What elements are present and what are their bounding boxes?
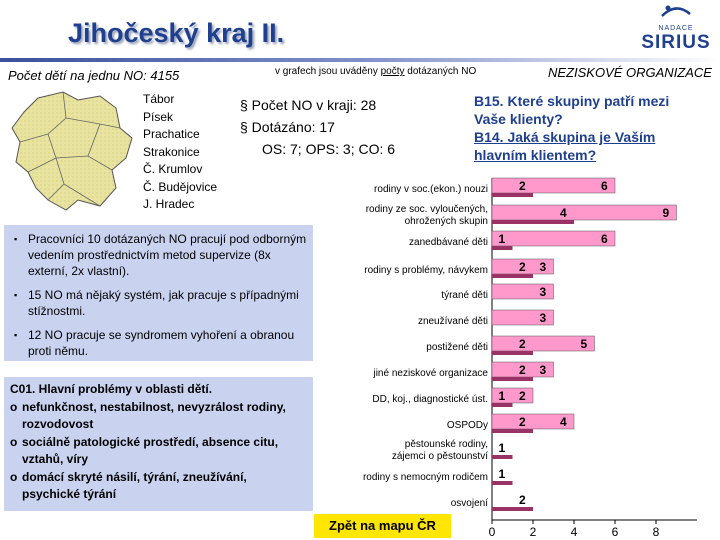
info-point: ▪ Pracovníci 10 dotázaných NO pracují pod odborným vedením prostřednictvím metod supervize (8x externí, 2x vlastní). (10, 231, 307, 279)
main-client-bar (492, 336, 595, 351)
logo-top-text: NADACE (658, 25, 694, 32)
problem-item: o nefunkčnost, nestabilnost, nevyzrálost rodiny, rozvodovost (10, 399, 307, 434)
client-bar (492, 403, 513, 407)
client-bar (492, 507, 533, 511)
note-underlined: počty (380, 66, 405, 77)
info-point: ▪ 15 NO má nějaký systém, jak pracuje s případnými stížnostmi. (10, 287, 307, 319)
client-value-label: 1 (498, 389, 506, 403)
district-item: Č. Budějovice (143, 179, 218, 194)
client-bar (492, 193, 533, 197)
category-label: rodiny v soc.(ekon.) nouzi (374, 184, 488, 195)
district-item: Prachatice (143, 127, 200, 141)
children-per-no: Počet dětí na jednu NO: 4155 (8, 68, 180, 83)
logo-main-text: SIRIUS (641, 32, 711, 53)
organization-type: NEZISKOVÉ ORGANIZACE (548, 65, 712, 80)
problem-item: o sociálně patologické prostředí, absence citu, vztahů, víry (10, 434, 307, 469)
main-client-value-label: 2 (519, 389, 526, 403)
district-item: J. Hradec (143, 197, 195, 211)
x-tick-label: 8 (652, 525, 660, 539)
category-label: pěstounské rodiny, zájemci o pěstounství (391, 439, 488, 462)
stats-total: § Počet NO v kraji: 28 (240, 97, 377, 113)
question-b14-line1: B14. Jaká skupina je Vaším (474, 129, 656, 145)
district-item: Strakonice (143, 144, 200, 159)
main-client-bar (492, 231, 615, 246)
question-b15-line2: Vaše klienty? (474, 111, 563, 127)
client-bar (492, 429, 533, 433)
client-value-label: 2 (519, 337, 526, 351)
back-to-map-button[interactable]: Zpět na mapu ČR (314, 514, 451, 538)
main-client-value-label: 3 (539, 363, 547, 377)
client-bar (492, 481, 513, 485)
category-label: rodiny s nemocným rodičem (362, 472, 488, 483)
main-client-value-label: 6 (601, 179, 608, 193)
category-label: rodiny ze soc. vyloučených, ohrožených skupin (365, 204, 488, 227)
client-value-label: 1 (498, 441, 506, 455)
main-client-bar (492, 205, 677, 220)
client-bar (492, 246, 513, 250)
client-bar (492, 377, 533, 381)
main-client-value-label: 4 (560, 415, 567, 429)
stats-types: OS: 7; OPS: 3; CO: 6 (262, 141, 396, 157)
category-label: jiné neziskové organizace (373, 368, 488, 379)
x-tick-label: 4 (570, 525, 578, 539)
question-b14-line2: hlavním klientem? (474, 147, 597, 163)
problem-item: o domácí skryté násilí, týrání, zneužívání, psychické týrání (10, 469, 307, 504)
client-bar (492, 274, 533, 278)
client-value-label: 2 (519, 260, 526, 274)
info-point: ▪ 12 NO pracuje se syndromem vyhoření a obranou proti němu. (10, 327, 307, 359)
client-bar (492, 220, 574, 224)
main-client-value-label: 3 (539, 285, 547, 299)
main-client-value-label: 3 (539, 311, 547, 325)
category-label: zanedbávané děti (409, 237, 488, 248)
client-value-label: 2 (519, 363, 526, 377)
category-label: osvojení (450, 498, 488, 509)
main-client-value-label: 6 (601, 232, 608, 246)
category-label: týrané děti (441, 290, 488, 301)
page-title: Jihočeský kraj II. (68, 18, 285, 48)
main-client-bar (492, 178, 615, 193)
district-item: Písek (143, 109, 174, 124)
problems-heading: C01. Hlavní problémy v oblasti dětí. (10, 382, 213, 396)
note-suffix: dotázaných NO (404, 66, 477, 77)
client-value-label: 2 (519, 179, 526, 193)
x-tick-label: 2 (529, 525, 537, 539)
main-client-value-label: 9 (662, 206, 670, 220)
client-value-label: 2 (519, 415, 526, 429)
client-value-label: 1 (498, 467, 506, 481)
note-prefix: v grafech jsou uváděny (275, 66, 381, 77)
district-item: Č. Krumlov (143, 162, 203, 176)
client-value-label: 2 (519, 493, 526, 507)
main-client-value-label: 3 (539, 260, 547, 274)
category-label: rodiny s problémy, návykem (364, 265, 488, 276)
x-tick-label: 0 (488, 525, 496, 539)
client-value-label: 1 (498, 232, 506, 246)
client-value-label: 4 (560, 206, 567, 220)
x-tick-label: 6 (611, 525, 619, 539)
category-label: zneužívané děti (417, 316, 488, 327)
category-label: DD, koj., diagnostické úst. (372, 394, 488, 405)
stats-asked: § Dotázáno: 17 (240, 119, 335, 135)
client-bar (492, 455, 513, 459)
category-label: postižené děti (426, 342, 488, 353)
district-item: Tábor (143, 92, 175, 106)
question-b15-line1: B15. Které skupiny patří mezi (474, 93, 670, 109)
category-label: OSPODy (446, 420, 488, 431)
client-bar (492, 351, 533, 355)
main-client-value-label: 5 (580, 337, 588, 351)
